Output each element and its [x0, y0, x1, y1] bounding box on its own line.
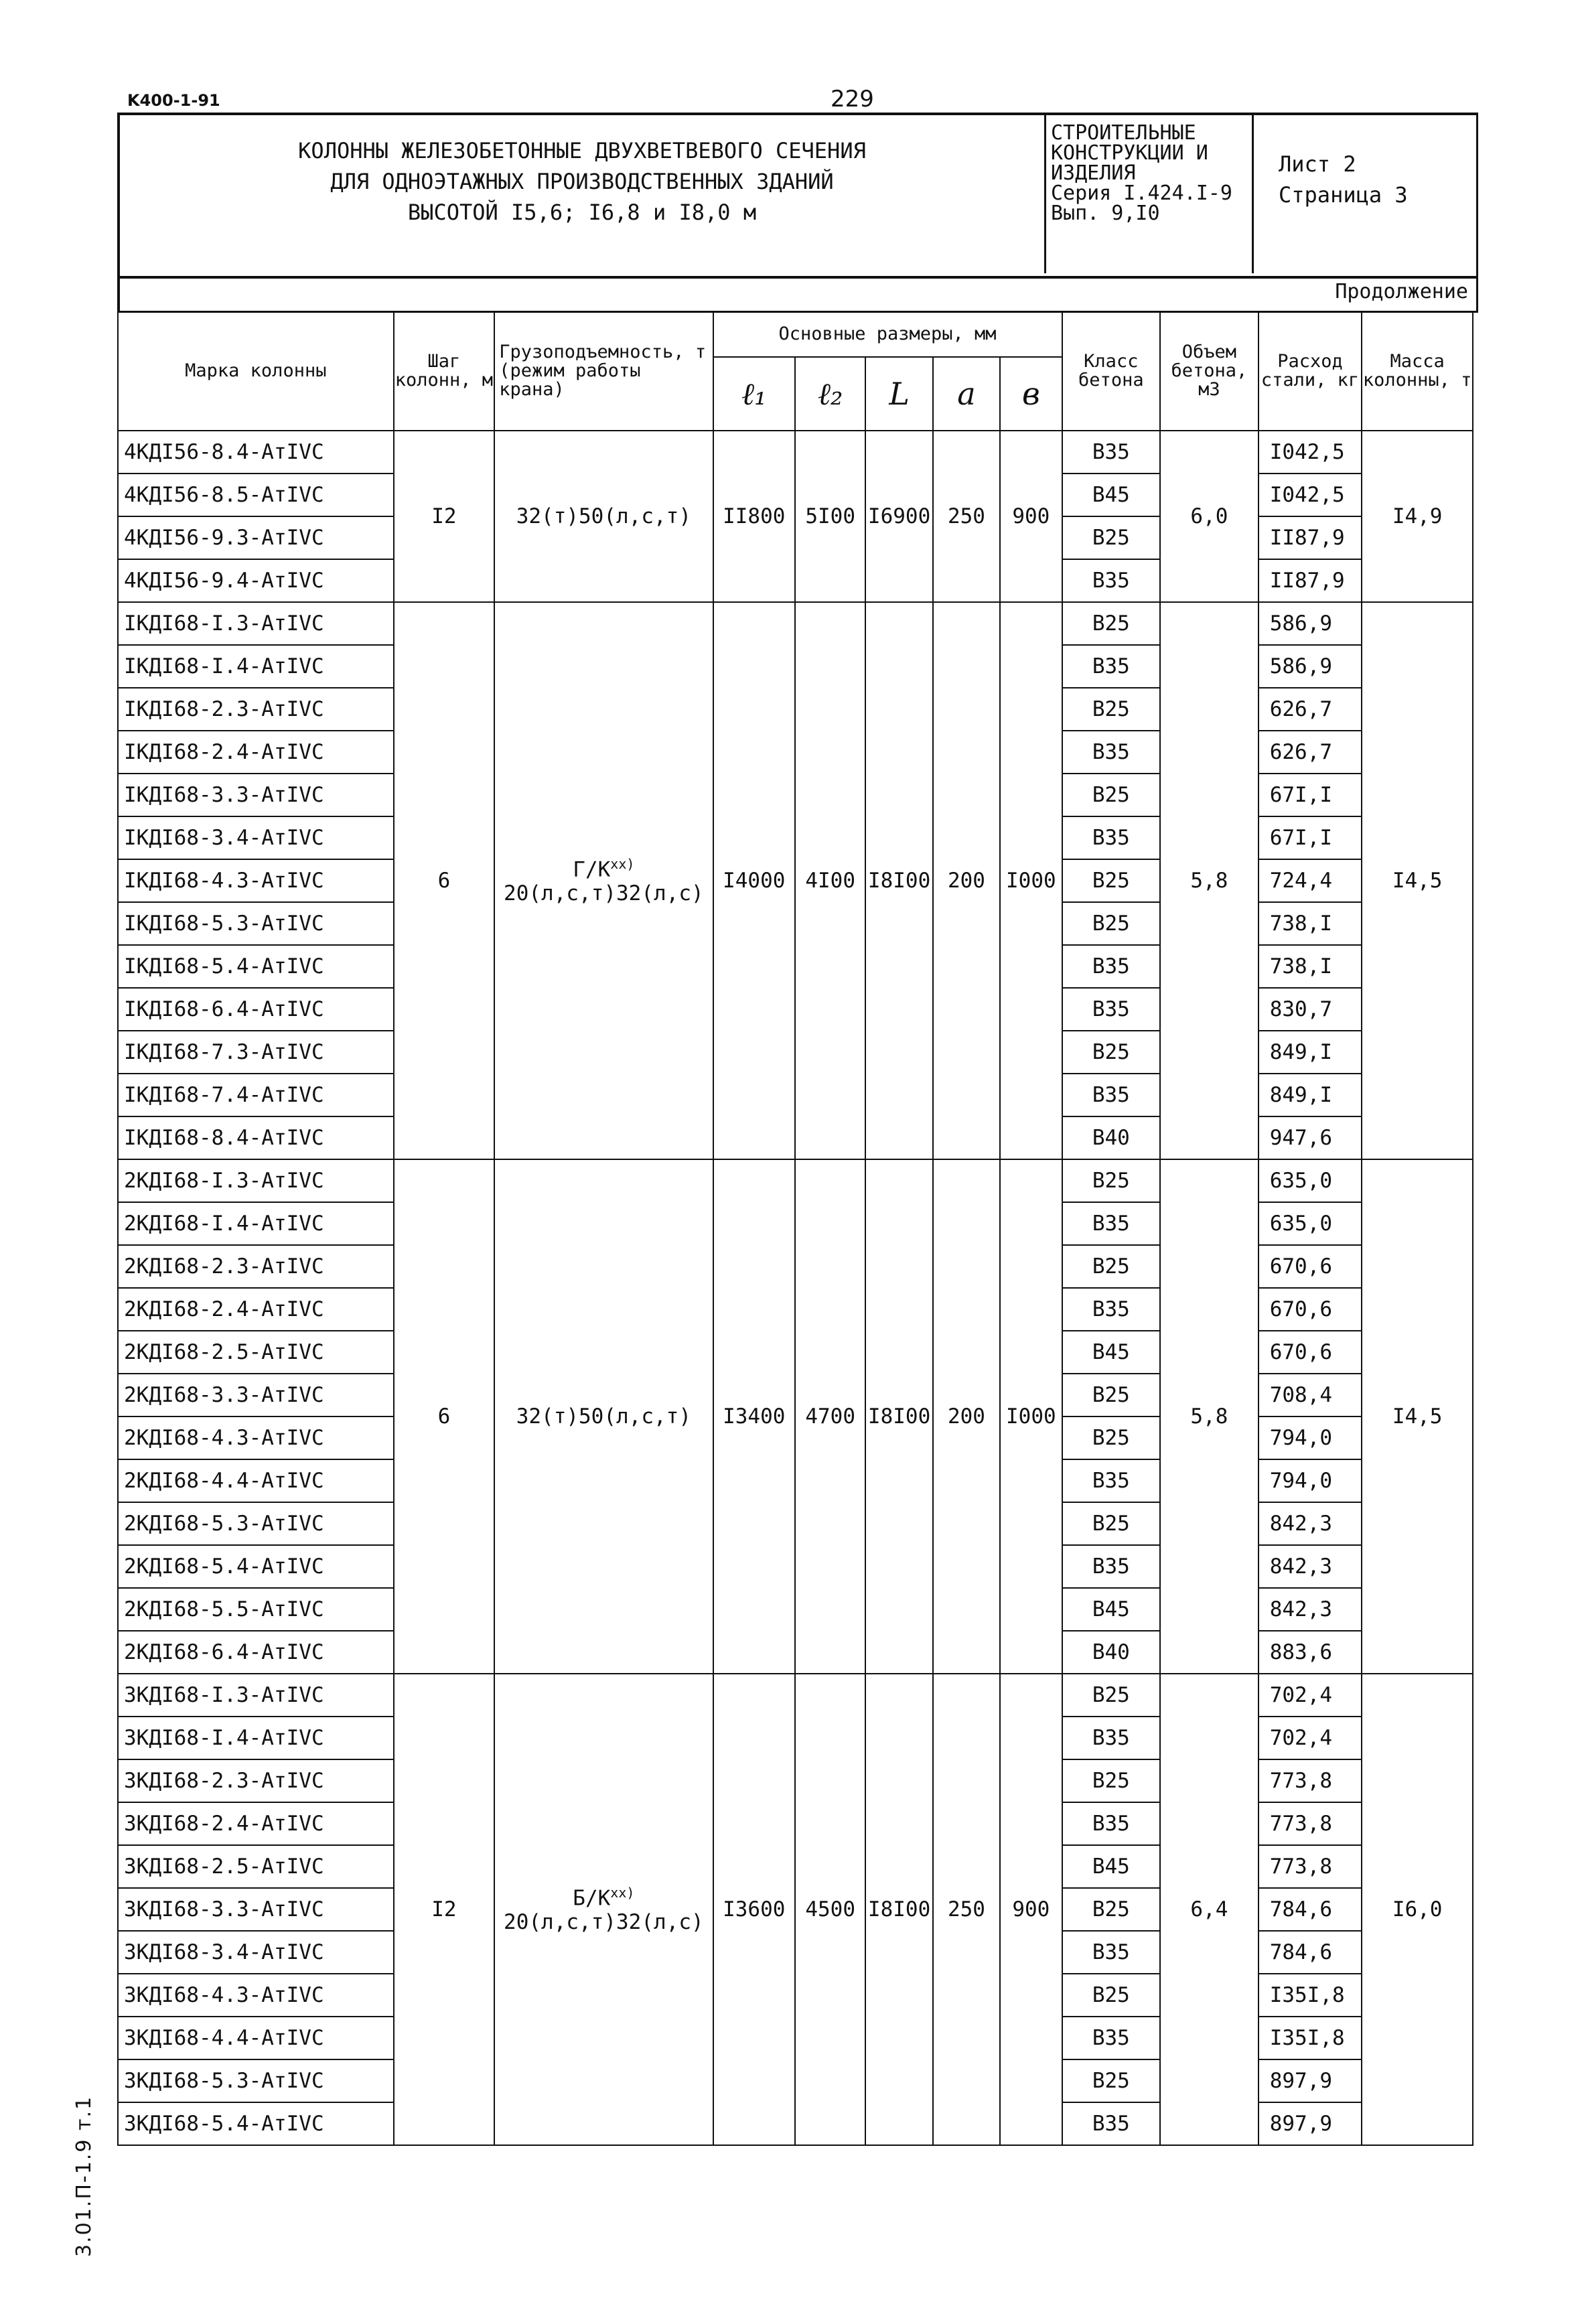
series-line: Серия I.424.I-9	[1051, 181, 1232, 205]
header-concrete: Класс бетона	[1062, 311, 1161, 431]
concrete-class: В25	[1062, 2059, 1161, 2102]
dim-l1: II800	[713, 431, 795, 602]
concrete-class: В25	[1062, 1159, 1161, 1202]
column-mark: 2КДI68-6.4-АтIVС	[118, 1631, 394, 1674]
side-note	[72, 2056, 113, 2324]
concrete-class: В35	[1062, 1545, 1161, 1588]
steel-consumption: 830,7	[1259, 988, 1362, 1031]
columns-table	[117, 311, 1473, 2146]
column-mark: IКДI68-4.3-АтIVС	[118, 859, 394, 902]
concrete-class: В35	[1062, 1717, 1161, 1759]
steel-consumption: 67I,I	[1259, 816, 1362, 859]
dim-l1: I3600	[713, 1674, 795, 2145]
dim-a: 200	[933, 602, 1000, 1159]
steel-consumption: 738,I	[1259, 902, 1362, 945]
steel-consumption: 897,9	[1259, 2059, 1362, 2102]
concrete-class: В35	[1062, 1802, 1161, 1845]
column-mark: 2КДI68-5.4-АтIVС	[118, 1545, 394, 1588]
series-info	[1051, 123, 1232, 224]
column-mark: IКДI68-I.3-АтIVС	[118, 602, 394, 645]
header-step: Шаг колонн, м	[394, 311, 495, 431]
steel-consumption: I042,5	[1259, 431, 1362, 474]
load-cell	[494, 1674, 713, 2145]
series-line: Вып. 9,I0	[1051, 202, 1160, 225]
table-row	[118, 602, 1473, 645]
load-value: 20(л,с,т)32(л,с)	[504, 1910, 704, 1935]
dim-l1: I4000	[713, 602, 795, 1159]
column-mark: IКДI68-6.4-АтIVС	[118, 988, 394, 1031]
steel-consumption: 635,0	[1259, 1202, 1362, 1245]
sheet-number: Лист 2	[1279, 151, 1356, 177]
header-dims: Основные размеры, мм	[713, 311, 1062, 357]
dim-L: I8I00	[865, 1159, 932, 1674]
concrete-class: В35	[1062, 1931, 1161, 1974]
divider	[1252, 115, 1254, 273]
column-mark: 3КДI68-I.4-АтIVС	[118, 1717, 394, 1759]
page-number: 229	[831, 86, 874, 113]
dim-b: 900	[1000, 1674, 1062, 2145]
dim-L: I8I00	[865, 602, 932, 1159]
load-value: 32(т)50(л,с,т)	[516, 504, 691, 528]
column-mark: 3КДI68-I.3-АтIVС	[118, 1674, 394, 1717]
concrete-volume: 6,0	[1160, 431, 1259, 602]
steel-consumption: I35I,8	[1259, 1974, 1362, 2017]
concrete-class: В25	[1062, 516, 1161, 559]
concrete-class: В35	[1062, 988, 1161, 1031]
dim-b: 900	[1000, 431, 1062, 602]
column-mark: 4КДI56-8.4-АтIVС	[118, 431, 394, 474]
column-mark: 2КДI68-3.3-АтIVС	[118, 1374, 394, 1417]
concrete-class: В25	[1062, 1417, 1161, 1459]
column-mass: I4,5	[1362, 602, 1473, 1159]
header-dim-b: в	[1000, 357, 1062, 431]
column-mark: 3КДI68-5.4-АтIVС	[118, 2102, 394, 2145]
dim-l2: 4I00	[795, 602, 865, 1159]
column-mark: 3КДI68-2.4-АтIVС	[118, 1802, 394, 1845]
header-volume: Объем бетона, м3	[1160, 311, 1259, 431]
steel-consumption: II87,9	[1259, 559, 1362, 602]
concrete-class: В25	[1062, 859, 1161, 902]
column-mark: 3КДI68-2.3-АтIVС	[118, 1759, 394, 1802]
column-mark: IКДI68-2.4-АтIVС	[118, 731, 394, 774]
column-mark: 2КДI68-I.4-АтIVС	[118, 1202, 394, 1245]
column-mark: IКДI68-7.4-АтIVС	[118, 1074, 394, 1116]
column-mass: I4,9	[1362, 431, 1473, 602]
concrete-class: В25	[1062, 1974, 1161, 2017]
column-mark: 2КДI68-4.4-АтIVС	[118, 1459, 394, 1502]
header-load: Грузоподъемность, т (режим работы крана)	[494, 311, 713, 431]
steel-consumption: 773,8	[1259, 1845, 1362, 1888]
column-mark: IКДI68-3.3-АтIVС	[118, 774, 394, 816]
concrete-class: В35	[1062, 1288, 1161, 1331]
step-cell: 6	[394, 1159, 495, 1674]
header-dim-l1: ℓ₁	[713, 357, 795, 431]
concrete-class: В35	[1062, 1459, 1161, 1502]
column-mark: IКДI68-3.4-АтIVС	[118, 816, 394, 859]
concrete-class: В25	[1062, 1374, 1161, 1417]
steel-consumption: II87,9	[1259, 516, 1362, 559]
load-value: 32(т)50(л,с,т)	[516, 1404, 691, 1429]
concrete-class: В25	[1062, 1502, 1161, 1545]
column-mark: 2КДI68-2.5-АтIVС	[118, 1331, 394, 1374]
column-mark: 2КДI68-5.3-АтIVС	[118, 1502, 394, 1545]
steel-consumption: 897,9	[1259, 2102, 1362, 2145]
dim-b: I000	[1000, 602, 1062, 1159]
concrete-volume: 6,4	[1160, 1674, 1259, 2145]
load-cell	[494, 431, 713, 602]
steel-consumption: 842,3	[1259, 1588, 1362, 1631]
column-mark: 2КДI68-5.5-АтIVС	[118, 1588, 394, 1631]
page-label: Страница 3	[1279, 182, 1408, 208]
concrete-class: В35	[1062, 2017, 1161, 2059]
header-steel: Расход стали, кг	[1259, 311, 1362, 431]
document-title	[120, 135, 1044, 228]
title-line: ДЛЯ ОДНОЭТАЖНЫХ ПРОИЗВОДСТВЕННЫХ ЗДАНИЙ	[330, 169, 834, 194]
crane-mode-text: Б/К	[573, 1886, 611, 1911]
column-mark: IКДI68-5.4-АтIVС	[118, 945, 394, 988]
column-mass: I6,0	[1362, 1674, 1473, 2145]
steel-consumption: 670,6	[1259, 1331, 1362, 1374]
step-cell: 6	[394, 602, 495, 1159]
column-mark: 4КДI56-9.3-АтIVС	[118, 516, 394, 559]
concrete-class: В40	[1062, 1631, 1161, 1674]
column-mark: IКДI68-7.3-АтIVС	[118, 1031, 394, 1074]
header-mass: Масса колонны, т	[1362, 311, 1473, 431]
side-note-text: 3.01.П-1.9 т.1	[72, 2095, 96, 2257]
concrete-class: В45	[1062, 1331, 1161, 1374]
column-mark: IКДI68-8.4-АтIVС	[118, 1116, 394, 1159]
concrete-class: В25	[1062, 1759, 1161, 1802]
column-mark: 3КДI68-4.4-АтIVС	[118, 2017, 394, 2059]
dim-l2: 4500	[795, 1674, 865, 2145]
concrete-class: В25	[1062, 774, 1161, 816]
concrete-class: В25	[1062, 902, 1161, 945]
steel-consumption: 784,6	[1259, 1931, 1362, 1974]
column-mark: 3КДI68-3.3-АтIVС	[118, 1888, 394, 1931]
steel-consumption: 849,I	[1259, 1031, 1362, 1074]
concrete-class: В45	[1062, 1588, 1161, 1631]
table-body	[118, 431, 1473, 2145]
load-cell	[494, 1159, 713, 1674]
header-dim-a: a	[933, 357, 1000, 431]
concrete-class: В25	[1062, 1031, 1161, 1074]
concrete-class: В25	[1062, 688, 1161, 731]
steel-consumption: 794,0	[1259, 1459, 1362, 1502]
steel-consumption: 708,4	[1259, 1374, 1362, 1417]
steel-consumption: 773,8	[1259, 1802, 1362, 1845]
steel-consumption: 670,6	[1259, 1245, 1362, 1288]
steel-consumption: 586,9	[1259, 602, 1362, 645]
column-mark: 2КДI68-4.3-АтIVС	[118, 1417, 394, 1459]
steel-consumption: 635,0	[1259, 1159, 1362, 1202]
table-row	[118, 1674, 1473, 1717]
dim-L: I6900	[865, 431, 932, 602]
table-row	[118, 1159, 1473, 1202]
crane-mode-text: Г/К	[573, 857, 611, 882]
concrete-class: В25	[1062, 1674, 1161, 1717]
column-mark: 4КДI56-8.5-АтIVС	[118, 474, 394, 516]
concrete-class: В25	[1062, 1888, 1161, 1931]
continuation-label: Продолжение	[1335, 280, 1468, 303]
concrete-class: В45	[1062, 474, 1161, 516]
load-value: 20(л,с,т)32(л,с)	[504, 881, 704, 906]
concrete-class: В35	[1062, 645, 1161, 688]
divider	[1044, 115, 1046, 273]
steel-consumption: I35I,8	[1259, 2017, 1362, 2059]
load-cell	[494, 602, 713, 1159]
crane-mode	[495, 856, 712, 881]
concrete-class: В40	[1062, 1116, 1161, 1159]
concrete-class: В25	[1062, 1245, 1161, 1288]
concrete-class: В35	[1062, 945, 1161, 988]
step-cell: I2	[394, 1674, 495, 2145]
column-mark: 3КДI68-2.5-АтIVС	[118, 1845, 394, 1888]
dim-a: 250	[933, 431, 1000, 602]
column-mark: IКДI68-5.3-АтIVС	[118, 902, 394, 945]
column-mark: 3КДI68-3.4-АтIVС	[118, 1931, 394, 1974]
dim-l1: I3400	[713, 1159, 795, 1674]
concrete-class: В45	[1062, 1845, 1161, 1888]
steel-consumption: 842,3	[1259, 1502, 1362, 1545]
dim-L: I8I00	[865, 1674, 932, 2145]
steel-consumption: 626,7	[1259, 731, 1362, 774]
header-dim-L: L	[865, 357, 932, 431]
steel-consumption: 773,8	[1259, 1759, 1362, 1802]
steel-consumption: 670,6	[1259, 1288, 1362, 1331]
column-mark: 2КДI68-I.3-АтIVС	[118, 1159, 394, 1202]
sheet-info	[1279, 149, 1408, 210]
concrete-class: В35	[1062, 731, 1161, 774]
steel-consumption: 67I,I	[1259, 774, 1362, 816]
steel-consumption: 738,I	[1259, 945, 1362, 988]
document-code: K400-1-91	[127, 91, 220, 110]
dim-l2: 5I00	[795, 431, 865, 602]
series-line: КОНСТРУКЦИИ И	[1051, 141, 1208, 165]
title-line: ВЫСОТОЙ I5,6; I6,8 и I8,0 м	[407, 200, 757, 225]
dim-l2: 4700	[795, 1159, 865, 1674]
title-block	[117, 113, 1478, 279]
series-line: ИЗДЕЛИЯ	[1051, 161, 1136, 185]
continuation-row	[117, 273, 1478, 313]
concrete-class: В35	[1062, 2102, 1161, 2145]
concrete-class: В35	[1062, 816, 1161, 859]
concrete-volume: 5,8	[1160, 1159, 1259, 1674]
concrete-class: В35	[1062, 431, 1161, 474]
column-mark: 2КДI68-2.3-АтIVС	[118, 1245, 394, 1288]
steel-consumption: 794,0	[1259, 1417, 1362, 1459]
footnote-mark: xx)	[610, 1884, 635, 1901]
column-mark: 3КДI68-4.3-АтIVС	[118, 1974, 394, 2017]
concrete-class: В35	[1062, 1074, 1161, 1116]
dim-a: 250	[933, 1674, 1000, 2145]
crane-mode	[495, 1885, 712, 1910]
concrete-class: В35	[1062, 1202, 1161, 1245]
steel-consumption: 702,4	[1259, 1674, 1362, 1717]
series-line: СТРОИТЕЛЬНЫЕ	[1051, 121, 1196, 145]
footnote-mark: xx)	[610, 855, 635, 872]
steel-consumption: 702,4	[1259, 1717, 1362, 1759]
dim-a: 200	[933, 1159, 1000, 1674]
column-mark: 2КДI68-2.4-АтIVС	[118, 1288, 394, 1331]
steel-consumption: 626,7	[1259, 688, 1362, 731]
steel-consumption: 883,6	[1259, 1631, 1362, 1674]
column-mark: IКДI68-I.4-АтIVС	[118, 645, 394, 688]
column-mark: IКДI68-2.3-АтIVС	[118, 688, 394, 731]
step-cell: I2	[394, 431, 495, 602]
concrete-class: В35	[1062, 559, 1161, 602]
steel-consumption: 849,I	[1259, 1074, 1362, 1116]
steel-consumption: 842,3	[1259, 1545, 1362, 1588]
dim-b: I000	[1000, 1159, 1062, 1674]
column-mark: 4КДI56-9.4-АтIVС	[118, 559, 394, 602]
steel-consumption: 947,6	[1259, 1116, 1362, 1159]
concrete-volume: 5,8	[1160, 602, 1259, 1159]
steel-consumption: 784,6	[1259, 1888, 1362, 1931]
concrete-class: В25	[1062, 602, 1161, 645]
steel-consumption: I042,5	[1259, 474, 1362, 516]
header-dim-l2: ℓ₂	[795, 357, 865, 431]
steel-consumption: 586,9	[1259, 645, 1362, 688]
title-line: КОЛОННЫ ЖЕЛЕЗОБЕТОННЫЕ ДВУХВЕТВЕВОГО СЕЧЕНИЯ	[298, 138, 866, 163]
column-mass: I4,5	[1362, 1159, 1473, 1674]
header-mark: Марка колонны	[118, 311, 394, 431]
steel-consumption: 724,4	[1259, 859, 1362, 902]
table-row	[118, 431, 1473, 474]
column-mark: 3КДI68-5.3-АтIVС	[118, 2059, 394, 2102]
